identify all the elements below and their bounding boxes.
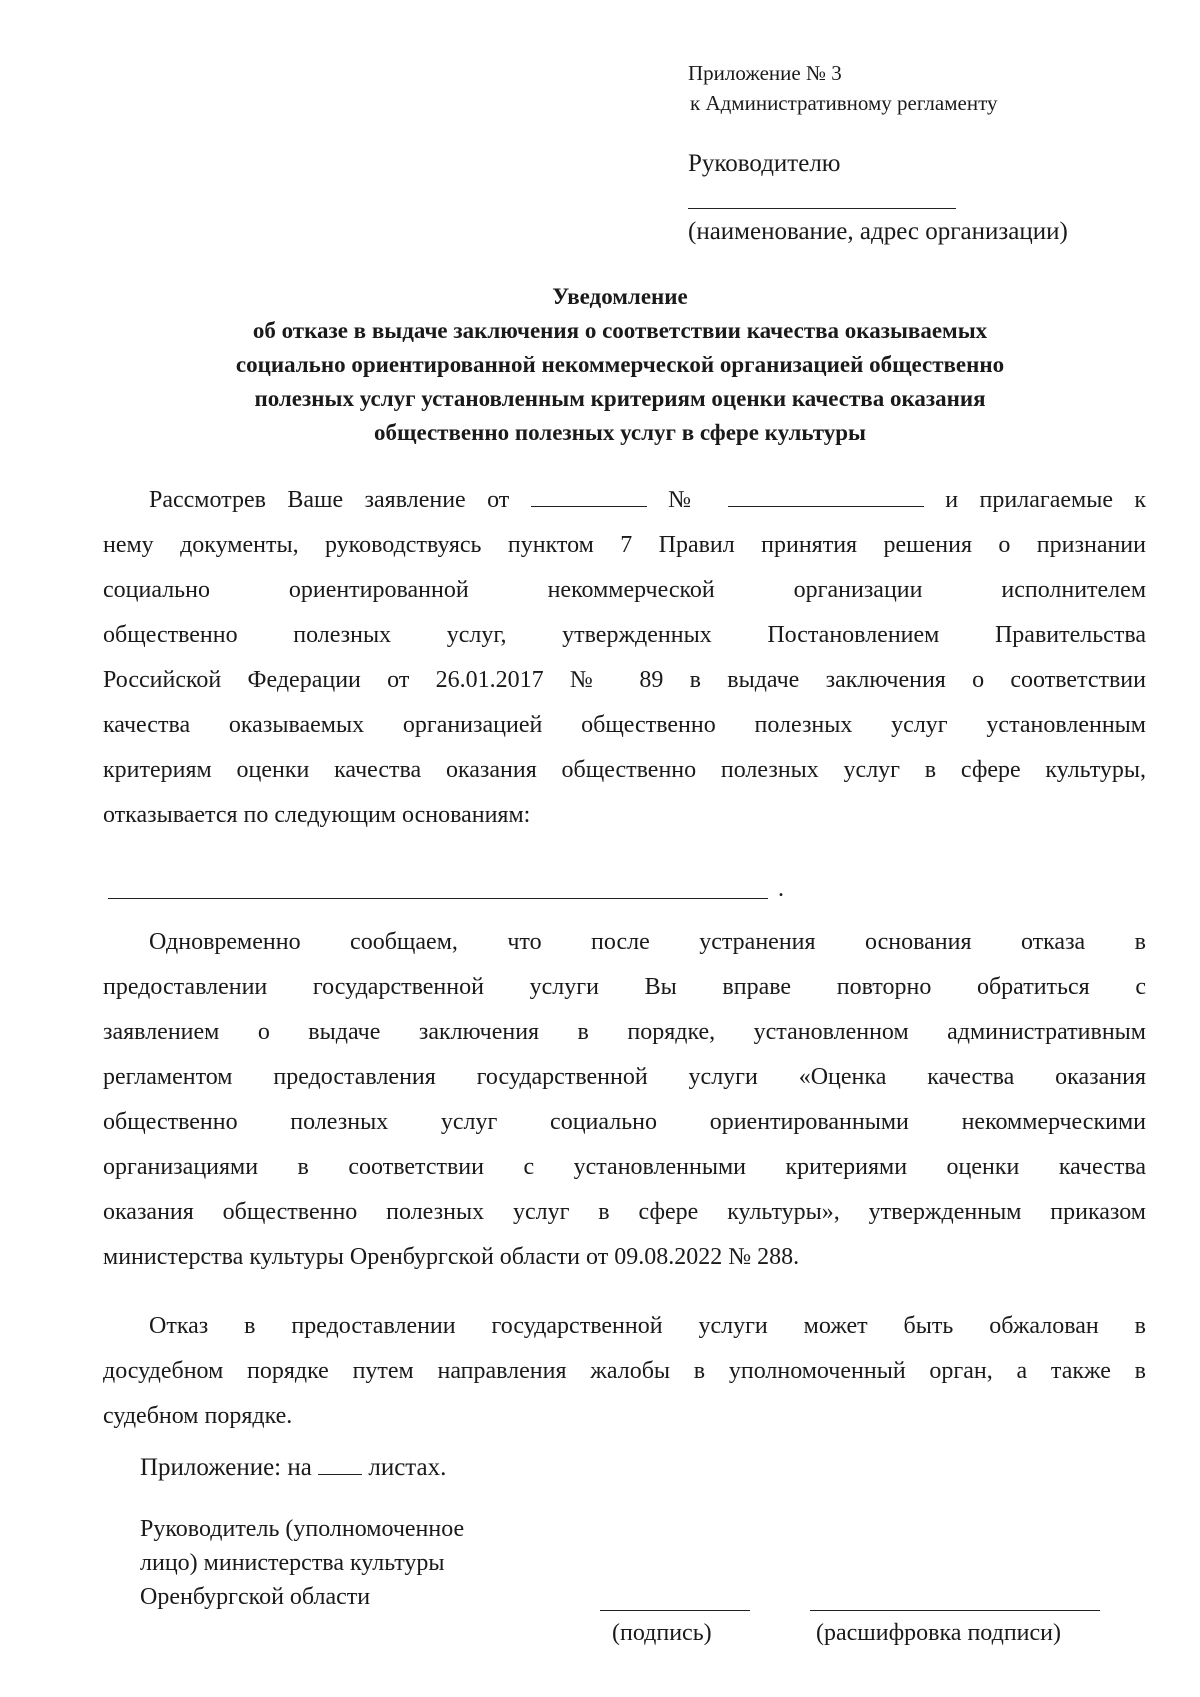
text-fragment: и прилагаемые к [945,487,1147,513]
signatory-line: лицо) министерства культуры [140,1550,445,1576]
text-line: критериям оценки качества оказания общественно полезных услуг в сфере культуры, [103,757,1146,783]
title-line: общественно полезных услуг в сфере культуры [374,420,866,445]
attachment-line [140,1452,446,1482]
addressee-underline [688,208,956,209]
text-line: Одновременно сообщаем, что после устранения основания отказа в [149,929,1146,955]
text-line: оказания общественно полезных услуг в сфере культуры», утвержденным приказом [103,1199,1146,1225]
signature-underline [600,1610,750,1611]
title-line: об отказе в выдаче заключения о соответствии качества оказываемых [252,318,988,343]
addressee: Руководителю [688,150,841,177]
text-line: досудебном порядке путем направления жалобы в уполномоченный орган, а также в [103,1358,1146,1384]
reasons-period: . [778,876,784,902]
text-line: качества оказываемых организацией общественно полезных услуг установленным [103,712,1146,738]
text-fragment: листах. [368,1454,447,1481]
text-line: организациями в соответствии с установленными критериями оценки качества [103,1154,1146,1180]
title-line: Уведомление [552,284,688,309]
pages-blank [318,1452,362,1475]
text-line: Российской Федерации от 26.01.2017 № 89 в выдаче заключения о соответствии [103,667,1146,693]
text-line: регламентом предоставления государственной услуги «Оценка качества оказания [103,1064,1146,1090]
paragraph-appeal [103,1304,1146,1439]
appendix-number: Приложение № 3 [688,61,842,85]
number-blank [728,484,924,507]
text-line [103,478,1146,523]
signatory-block [140,1512,464,1614]
appendix-to: к Административному регламенту [690,91,998,115]
title-line: социально ориентированной некоммерческой организацией общественно [235,352,1005,377]
text-line: отказывается по следующим основаниям: [103,802,531,828]
text-fragment: № [668,487,707,513]
reasons-blank [108,898,768,899]
decode-caption: (расшифровка подписи) [816,1620,1061,1646]
signatory-line: Оренбургской области [140,1584,371,1610]
text-line: заявлением о выдаче заключения в порядке, установленном административным [103,1019,1146,1045]
text-line: социально ориентированной некоммерческой организации исполнителем [103,577,1146,603]
text-line: министерства культуры Оренбургской области от 09.08.2022 № 288. [103,1244,800,1270]
signature-caption: (подпись) [612,1620,712,1646]
text-line: предоставлении государственной услуги Вы вправе повторно обратиться с [103,974,1146,1000]
text-line: общественно полезных услуг социально ориентированными некоммерческими [103,1109,1146,1135]
date-blank [531,484,647,507]
addressee-caption: (наименование, адрес организации) [688,218,1068,245]
text-line: судебном порядке. [103,1403,293,1429]
text-fragment: Приложение: на [140,1454,312,1481]
notice-title [100,280,1140,450]
signatory-line: Руководитель (уполномоченное [140,1516,465,1542]
decode-underline [810,1610,1100,1611]
text-fragment: Рассмотрев Ваше заявление от [149,487,510,513]
paragraph-consideration [103,478,1146,838]
text-line: Отказ в предоставлении государственной услуги может быть обжалован в [149,1313,1146,1339]
title-line: полезных услуг установленным критериям оценки качества оказания [254,386,986,411]
text-line: нему документы, руководствуясь пунктом 7 Правил принятия решения о признании [103,532,1146,558]
text-line: общественно полезных услуг, утвержденных Постановлением Правительства [103,622,1146,648]
paragraph-notice [103,920,1146,1280]
